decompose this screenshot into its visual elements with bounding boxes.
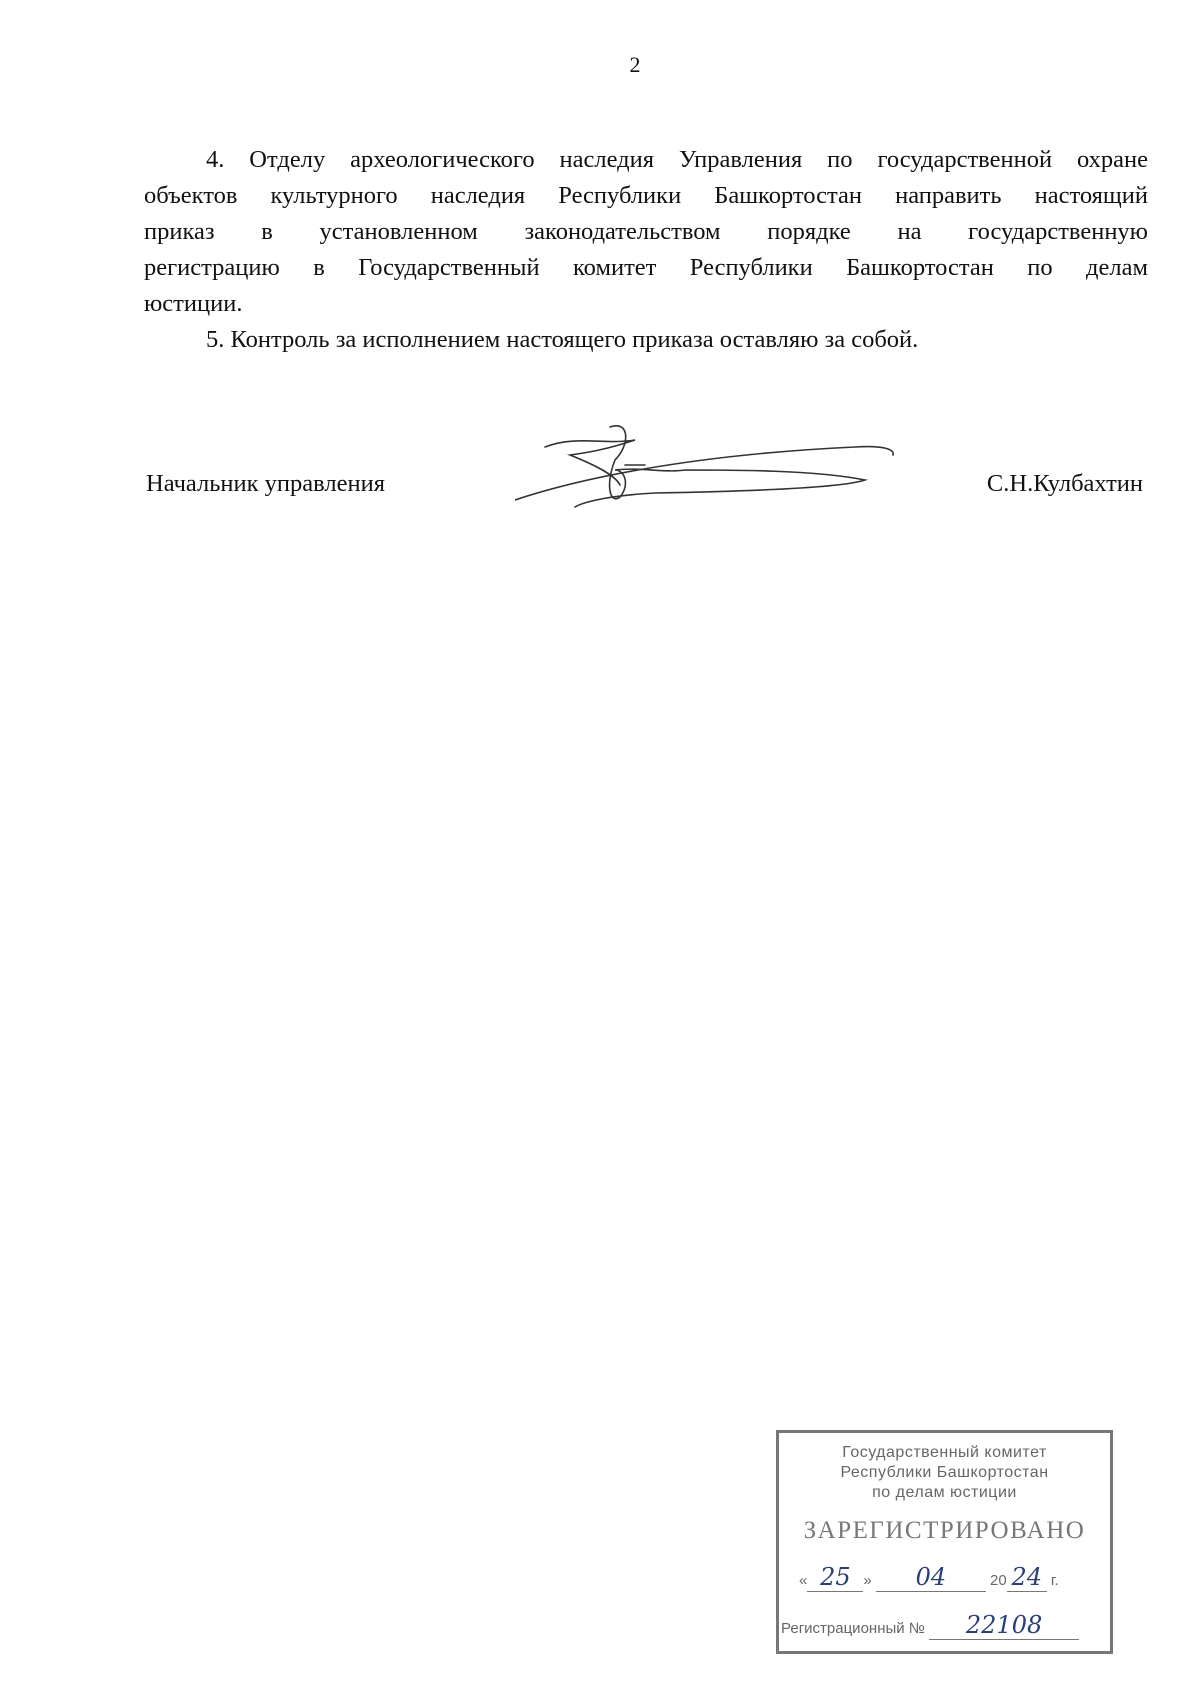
- item4-line: приказ в установленном законодательством порядке на государственную: [144, 218, 1148, 245]
- item4-line: юстиции.: [144, 290, 243, 317]
- item4-line: регистрацию в Государственный комитет Республики Башкортостан по делам: [144, 254, 1148, 281]
- signatory-name: С.Н.Кулбахтин: [986, 470, 1143, 497]
- handwritten-signature: [515, 425, 945, 530]
- year-unit: г.: [1050, 1572, 1059, 1589]
- stamp-header-line: Государственный комитет: [842, 1444, 1047, 1461]
- open-quote: «: [799, 1572, 808, 1589]
- stamp-header-line: Республики Башкортостан: [840, 1464, 1049, 1481]
- year-prefix: 20: [990, 1572, 1007, 1589]
- item4-line: 4. Отделу археологического наследия Управления по государственной охране: [206, 146, 1148, 173]
- item5-paragraph: 5. Контроль за исполнением настоящего приказа оставляю за собой.: [206, 326, 919, 353]
- stamp-month: 04: [876, 1563, 986, 1592]
- page-number: 2: [629, 52, 641, 77]
- reg-number: 22108: [929, 1611, 1079, 1640]
- item4-line: объектов культурного наследия Республики Башкортостан направить настоящий: [144, 182, 1148, 209]
- signatory-position: Начальник управления: [146, 470, 385, 497]
- stamp-day: 25: [807, 1563, 863, 1592]
- stamp-header-line: по делам юстиции: [872, 1484, 1017, 1501]
- body-text: [144, 142, 1148, 358]
- stamp-registration: [781, 1611, 1106, 1640]
- close-quote: »: [863, 1572, 872, 1589]
- registration-stamp: [776, 1430, 1113, 1654]
- stamp-year: 24: [1007, 1563, 1047, 1592]
- reg-label: Регистрационный №: [781, 1620, 925, 1637]
- stamp-title: ЗАРЕГИСТРИРОВАНО: [803, 1517, 1086, 1544]
- stamp-date: [799, 1563, 1100, 1592]
